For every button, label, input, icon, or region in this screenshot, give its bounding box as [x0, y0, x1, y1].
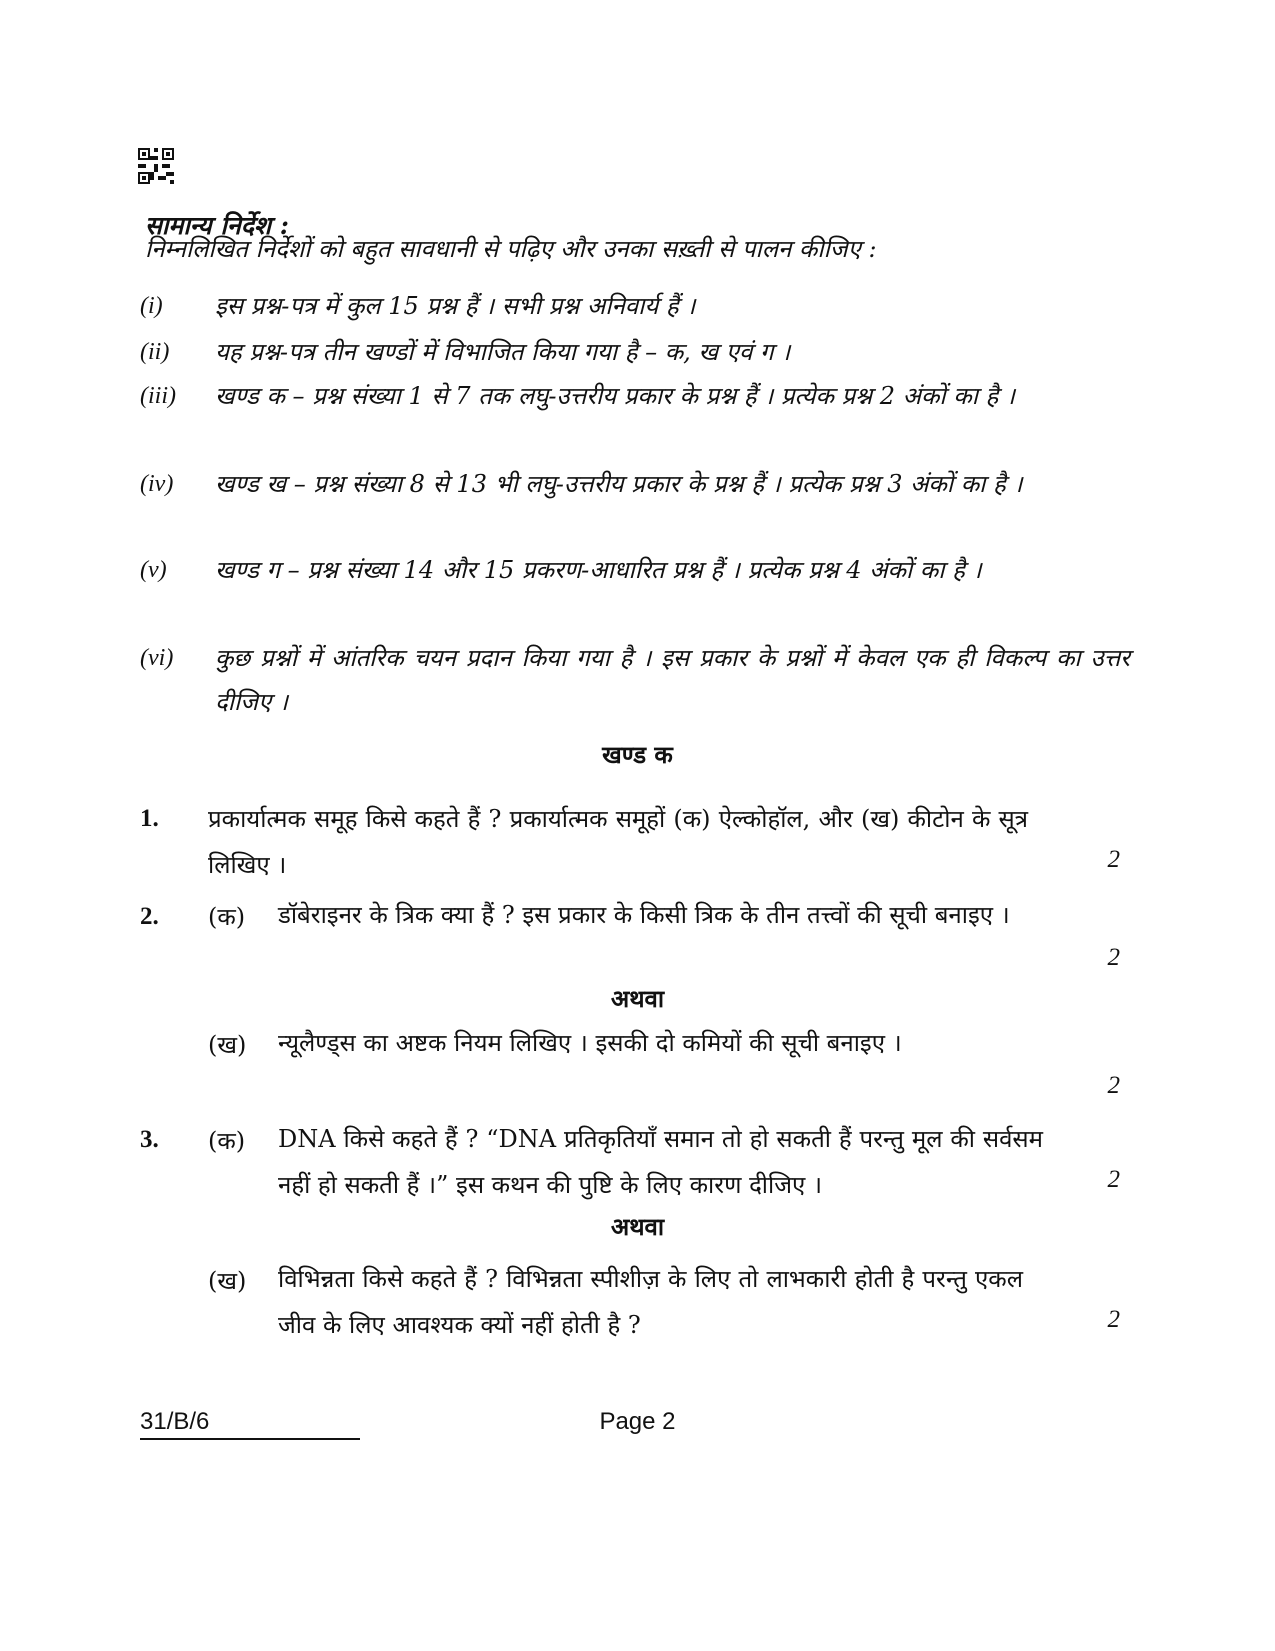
question-number: 2.	[140, 903, 159, 930]
instruction-number: (iii)	[140, 383, 176, 409]
instruction-item	[140, 548, 1130, 636]
question-text: विभिन्नता किसे कहते हैं ? विभिन्नता स्पीशीज़ के लिए तो लाभकारी होती है परन्तु एकल जीव के लिए आवश्यक क्यों नहीं होती है ?	[278, 1265, 1023, 1339]
instruction-item	[140, 284, 1130, 328]
question-marks: 2	[1107, 846, 1120, 873]
option-label: (ख)	[208, 1267, 247, 1295]
question-number: 1.	[140, 805, 159, 832]
question-marks: 2	[1107, 944, 1120, 971]
instruction-number: (iv)	[140, 471, 174, 497]
question-text: डॉबेराइनर के त्रिक क्या हैं ? इस प्रकार के किसी त्रिक के तीन तत्त्वों की सूची बनाइए ।	[278, 901, 1010, 929]
instruction-number: (ii)	[140, 339, 170, 365]
section-title: खण्ड क	[602, 740, 673, 769]
question-text: DNA किसे कहते हैं ? “DNA प्रतिकृतियाँ समान तो हो सकती हैं परन्तु मूल की सर्वसम नहीं हो सकती हैं ।” इस कथन की पुष्टि के लिए कारण दीजिए ।	[278, 1125, 1043, 1199]
question-marks: 2	[1107, 1166, 1120, 1193]
page-number: Page 2	[599, 1408, 676, 1435]
question-text: प्रकार्यात्मक समूह किसे कहते हैं ? प्रकार्यात्मक समूहों (क) ऐल्कोहॉल, और (ख) कीटोन के सूत्र लिखिए ।	[208, 805, 1028, 879]
option-label: (क)	[208, 1127, 246, 1155]
instruction-text: खण्ड ग – प्रश्न संख्या 14 और 15 प्रकरण-आधारित प्रश्न हैं । प्रत्येक प्रश्न 4 अंकों का है ।	[215, 556, 982, 584]
instruction-number: (v)	[140, 557, 167, 583]
question-marks: 2	[1107, 1306, 1120, 1333]
qr-code	[138, 148, 174, 184]
instruction-text: खण्ड ख – प्रश्न संख्या 8 से 13 भी लघु-उत्तरीय प्रकार के प्रश्न हैं । प्रत्येक प्रश्न 3 अंकों का है ।	[215, 470, 1023, 498]
or-label: अथवा	[610, 984, 665, 1013]
instruction-item	[140, 636, 1130, 724]
footer-divider	[140, 1438, 360, 1440]
question-marks: 2	[1107, 1072, 1120, 1099]
question-number: 3.	[140, 1126, 159, 1153]
or-label: अथवा	[610, 1212, 665, 1241]
instruction-number: (i)	[140, 293, 163, 319]
general-instructions-heading: सामान्य निर्देश :	[145, 211, 289, 240]
option-label: (ख)	[208, 1031, 247, 1059]
instruction-text: कुछ प्रश्नों में आंतरिक चयन प्रदान किया गया है । इस प्रकार के प्रश्नों में केवल एक ही विकल्प का उत्तर दीजिए ।	[215, 644, 1130, 716]
instruction-item	[140, 462, 1130, 550]
instruction-number: (vi)	[140, 645, 174, 671]
instruction-item	[140, 374, 1130, 462]
instruction-item	[140, 330, 1130, 374]
instruction-text: इस प्रश्न-पत्र में कुल 15 प्रश्न हैं । सभी प्रश्न अनिवार्य हैं ।	[215, 292, 696, 320]
option-label: (क)	[208, 903, 246, 931]
paper-code: 31/B/6	[140, 1408, 210, 1435]
instruction-text: यह प्रश्न-पत्र तीन खण्डों में विभाजित किया गया है – क, ख एवं ग ।	[215, 338, 791, 366]
instruction-text: खण्ड क – प्रश्न संख्या 1 से 7 तक लघु-उत्तरीय प्रकार के प्रश्न हैं । प्रत्येक प्रश्न 2 अंकों का है ।	[215, 382, 1016, 410]
general-instructions-intro: निम्नलिखित निर्देशों को बहुत सावधानी से पढ़िए और उनका सख़्ती से पालन कीजिए :	[145, 235, 877, 263]
question-text: न्यूलैण्ड्स का अष्टक नियम लिखिए । इसकी दो कमियों की सूची बनाइए ।	[278, 1029, 902, 1057]
